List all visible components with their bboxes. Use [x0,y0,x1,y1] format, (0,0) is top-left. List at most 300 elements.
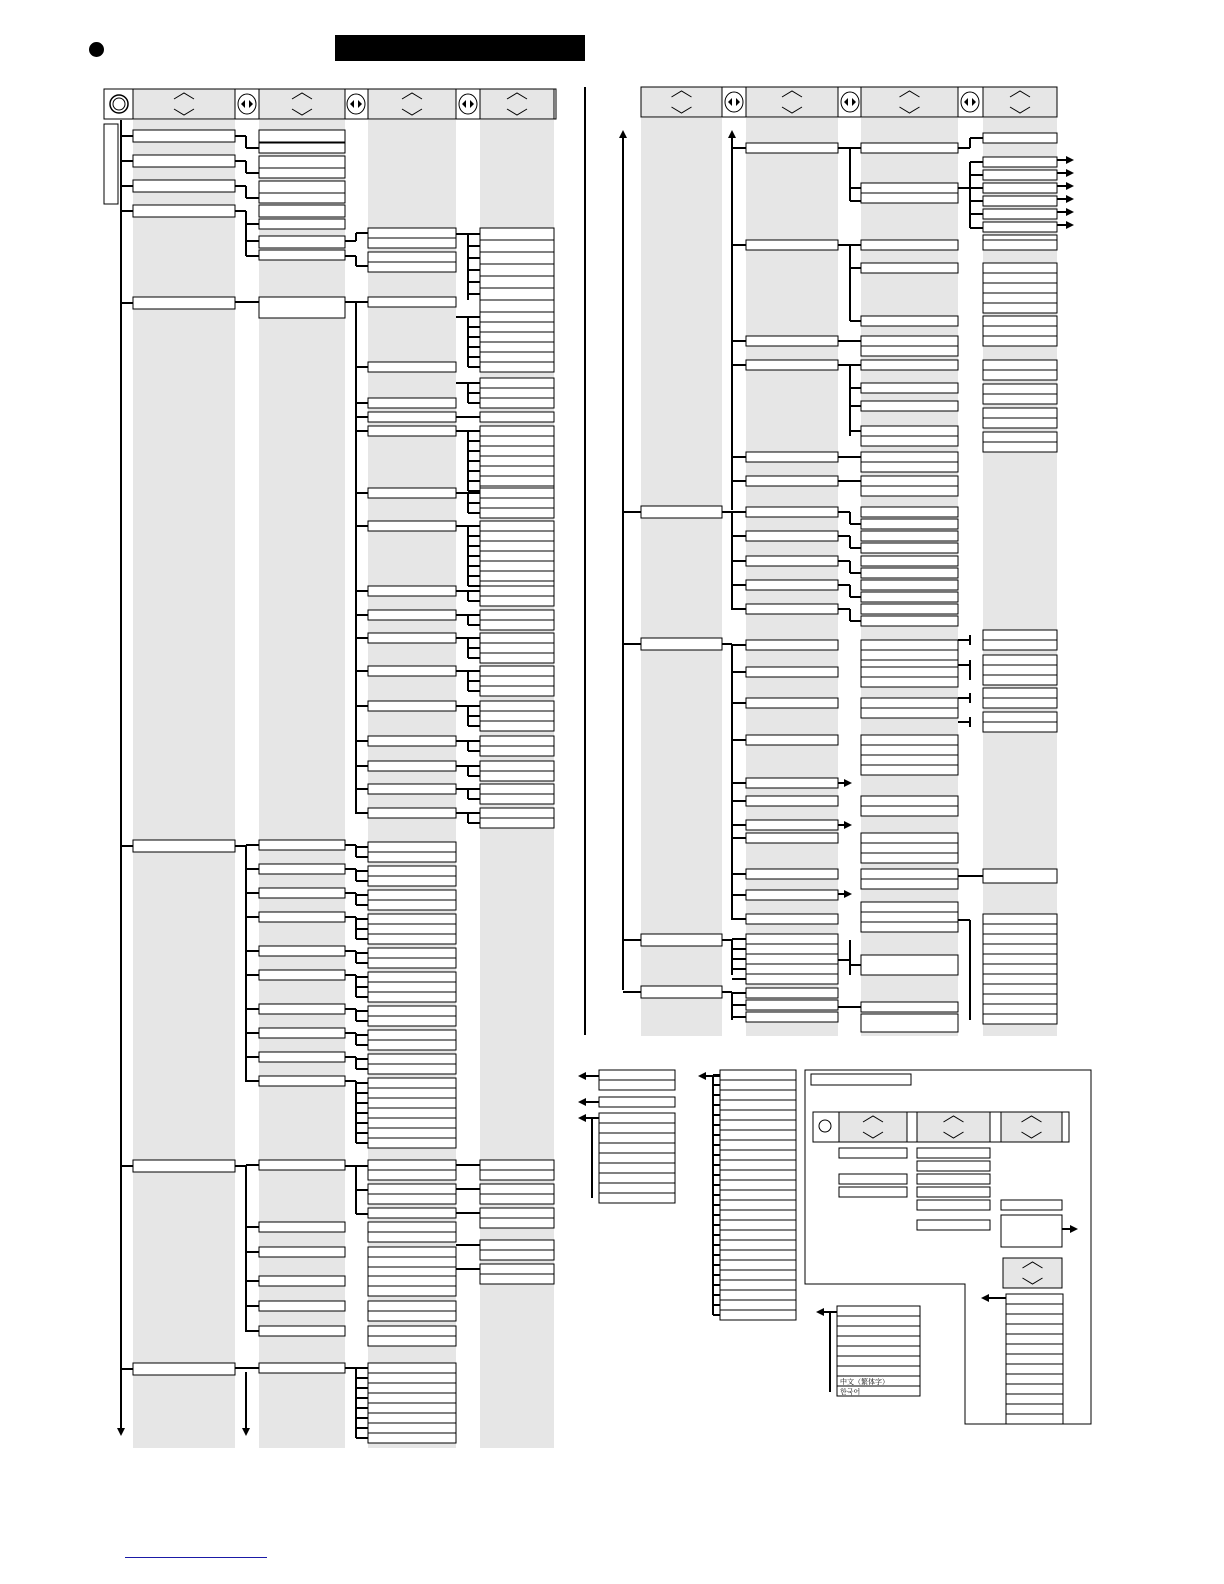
menu-box [746,833,838,843]
menu-box [983,640,1057,650]
menu-box [861,708,958,718]
menu-box [368,1247,456,1257]
menu-box [480,676,554,686]
menu-box [368,914,456,924]
menu-box [480,264,554,276]
menu-box [746,452,838,462]
menu-box [1006,1344,1063,1354]
menu-box [368,521,456,531]
menu-box [133,1160,235,1172]
menu-box [368,808,456,818]
menu-box [861,519,958,529]
menu-box [861,1014,958,1032]
menu-box [983,326,1057,336]
menu-box [368,252,456,262]
menu-box [861,531,958,541]
menu-box [720,1230,796,1240]
menu-box [259,1160,345,1170]
menu-box [259,1326,345,1336]
menu-box [861,346,958,356]
menu-box [983,263,1057,273]
menu-box [368,852,456,862]
menu-box [861,476,958,486]
menu-box [641,934,722,946]
menu-box [1006,1324,1063,1334]
menu-box [746,336,838,346]
menu-box [983,712,1057,722]
column-shade [641,118,722,1036]
menu-box [480,1264,554,1274]
menu-box [599,1183,675,1193]
menu-box [480,498,554,508]
menu-box [480,300,554,312]
menu-box [861,735,958,745]
menu-box [259,193,345,203]
menu-box [259,1028,345,1038]
menu-box [1006,1404,1063,1414]
menu-box [983,196,1057,206]
menu-box [368,1098,456,1108]
menu-box [480,596,554,606]
menu-box [368,1160,456,1170]
menu-box [983,698,1057,708]
menu-box [861,640,958,650]
menu-box [480,1274,554,1284]
menu-box [480,531,554,541]
left-right-arrow-icon [347,94,365,114]
language-item-label: 中文（繁体字） [840,1379,889,1386]
menu-box [368,876,456,886]
menu-box [861,507,958,517]
left-right-arrow-icon [841,92,859,112]
menu-box [983,964,1057,974]
menu-box [983,336,1057,346]
menu-box [368,1393,456,1403]
menu-box [720,1130,796,1140]
menu-box [861,462,958,472]
menu-box [1001,1215,1062,1247]
menu-box [983,934,1057,944]
menu-box [480,571,554,581]
menu-box [983,384,1057,394]
language-item [837,1346,920,1356]
button-icon [113,98,125,110]
menu-box [983,303,1057,313]
left-right-arrow-icon [725,92,743,112]
menu-box [368,1403,456,1413]
menu-box [259,181,345,193]
menu-box [746,240,838,250]
menu-box [368,1030,456,1040]
menu-box [917,1148,990,1158]
menu-box [746,974,838,984]
menu-box [259,130,345,142]
menu-box [480,541,554,551]
menu-box [746,944,838,954]
menu-box [599,1080,675,1090]
menu-box [917,1174,990,1184]
menu-box [746,507,838,517]
menu-box [368,1054,456,1064]
left-right-arrow-icon [459,94,477,114]
menu-box [983,974,1057,984]
menu-box [368,412,456,422]
menu-box [1006,1304,1063,1314]
menu-box [861,143,958,153]
menu-box [983,984,1057,994]
menu-box [1006,1374,1063,1384]
menu-box [259,219,345,229]
menu-box [720,1250,796,1260]
menu-box [861,580,958,590]
menu-box [599,1143,675,1153]
menu-box [983,408,1057,418]
menu-box [861,677,958,687]
menu-box [259,840,345,850]
menu-box [720,1120,796,1130]
menu-box [480,761,554,771]
menu-box [720,1100,796,1110]
menu-box [368,610,456,620]
menu-box [480,620,554,630]
menu-box [259,1052,345,1062]
menu-box [480,398,554,408]
menu-box [480,476,554,486]
menu-box [480,1160,554,1170]
menu-box [480,686,554,696]
menu-box [861,869,958,879]
menu-box [983,944,1057,954]
menu-box [368,262,456,272]
menu-box [720,1310,796,1320]
menu-box [983,1004,1057,1014]
menu-box [259,1301,345,1311]
menu-box [368,1257,456,1267]
menu-box [259,1222,345,1232]
menu-box [861,240,958,250]
menu-box [368,362,456,372]
menu-box [861,604,958,614]
menu-box [1006,1354,1063,1364]
menu-box [983,360,1057,370]
menu-box [746,796,838,806]
menu-box [259,888,345,898]
menu-box [917,1161,990,1171]
menu-box [480,342,554,352]
menu-box [133,130,235,142]
menu-box [368,701,456,711]
language-item [837,1336,920,1346]
menu-box [983,432,1057,442]
menu-box [368,1108,456,1118]
menu-box [480,653,554,663]
menu-box [259,912,345,922]
menu-box [861,360,958,370]
menu-box [259,1247,345,1257]
menu-box [368,1336,456,1346]
menu-box [861,543,958,553]
menu-box [368,992,456,1002]
menu-box [480,240,554,252]
menu-box [480,252,554,264]
menu-box [983,688,1057,698]
menu-box [368,1276,456,1286]
menu-box [983,157,1057,167]
menu-box [259,236,345,248]
menu-box [368,426,456,436]
menu-box [983,655,1057,665]
menu-box [368,958,456,968]
menu-box [861,263,958,273]
menu-box [480,643,554,653]
menu-box [599,1123,675,1133]
menu-box [861,336,958,346]
menu-box [746,476,838,486]
menu-box [983,1014,1057,1024]
menu-box [983,869,1057,883]
menu-box [983,222,1057,232]
menu-box [480,488,554,498]
menu-box [861,912,958,922]
menu-box [861,1002,958,1012]
menu-box [983,370,1057,380]
menu-box [259,970,345,980]
menu-box [480,666,554,676]
menu-box [259,1004,345,1014]
menu-box [368,633,456,643]
column-shade [983,118,1057,1036]
menu-box [368,1128,456,1138]
menu-box [368,1184,456,1194]
menu-box [641,638,722,650]
menu-box [861,853,958,863]
menu-box [746,964,838,974]
menu-box [839,1187,907,1197]
menu-box [746,954,838,964]
menu-box [480,508,554,518]
menu-box [1006,1334,1063,1344]
menu-box [480,784,554,794]
menu-box [746,143,838,153]
menu-box [368,238,456,248]
menu-box [368,586,456,596]
menu-box [599,1193,675,1203]
menu-box [599,1133,675,1143]
menu-box [368,1286,456,1296]
language-item [837,1316,920,1326]
menu-box [861,592,958,602]
left-right-arrow-icon [238,94,256,114]
menu-box [720,1190,796,1200]
menu-box [480,362,554,372]
menu-box [983,394,1057,404]
menu-box [368,972,456,982]
menu-box [368,761,456,771]
left-right-arrow-icon [961,92,979,112]
menu-box [480,736,554,746]
menu-box [368,1040,456,1050]
menu-box [1006,1384,1063,1394]
menu-box [1001,1200,1062,1210]
menu-box [480,412,554,422]
menu-box [746,667,838,677]
menu-box [368,1118,456,1128]
menu-box [259,1276,345,1286]
menu-box [983,133,1057,143]
menu-box [983,914,1057,924]
menu-box [861,401,958,411]
menu-box [480,1240,554,1250]
menu-box [861,833,958,843]
menu-box [861,745,958,755]
menu-box [720,1210,796,1220]
menu-box [861,796,958,806]
menu-box [480,332,554,342]
menu-box [983,183,1057,193]
menu-box [720,1300,796,1310]
menu-box [480,808,554,818]
menu-box [480,561,554,571]
menu-box [480,818,554,828]
menu-box [746,580,838,590]
menu-box [720,1090,796,1100]
menu-box [599,1097,675,1107]
menu-box [480,771,554,781]
menu-box [480,1250,554,1260]
menu-box [839,1174,907,1184]
menu-box [861,556,958,566]
menu-box [641,986,722,998]
menu-box [720,1080,796,1090]
menu-box [746,869,838,879]
menu-box [259,205,345,217]
menu-box [983,442,1057,452]
menu-box [599,1153,675,1163]
menu-box [599,1163,675,1173]
menu-box [983,170,1057,180]
menu-box [861,765,958,775]
menu-box [746,1012,838,1022]
menu-box [480,466,554,476]
inset-title [811,1074,911,1085]
menu-box [368,1301,456,1311]
menu-box [368,934,456,944]
menu-box [480,446,554,456]
menu-box [480,228,554,240]
menu-box [861,698,958,708]
menu-box [861,667,958,677]
menu-box [480,1170,554,1180]
menu-box [861,616,958,626]
menu-box [746,360,838,370]
menu-box [917,1200,990,1210]
menu-box [1006,1364,1063,1374]
menu-box [368,948,456,958]
menu-box [720,1070,796,1080]
menu-box [368,228,456,238]
menu-box [368,1088,456,1098]
menu-box [983,994,1057,1004]
menu-box [983,924,1057,934]
menu-box [259,168,345,178]
menu-box [480,551,554,561]
column-shade [133,120,235,1448]
menu-box [368,1383,456,1393]
menu-box [480,521,554,531]
menu-box [480,312,554,322]
menu-box [480,276,554,288]
menu-box [368,1373,456,1383]
menu-box [480,701,554,711]
menu-box [368,1208,456,1218]
menu-box [983,418,1057,428]
menu-box [720,1170,796,1180]
menu-box [861,183,958,193]
menu-box [599,1070,675,1080]
menu-box [368,1326,456,1336]
menu-box [861,955,958,975]
menu-box [861,452,958,462]
menu-box [480,711,554,721]
menu-box [746,640,838,650]
menu-box [861,193,958,203]
menu-box [480,1184,554,1194]
menu-box [480,586,554,596]
menu-box [259,250,345,260]
menu-box [599,1113,675,1123]
menu-box [480,1194,554,1204]
language-item [837,1356,920,1366]
menu-box [983,283,1057,293]
menu-box [983,273,1057,283]
menu-box [259,143,345,153]
menu-box [983,316,1057,326]
menu-box [368,666,456,676]
menu-box [599,1173,675,1183]
menu-box [917,1187,990,1197]
language-item [837,1326,920,1336]
menu-box [861,316,958,326]
menu-box [720,1150,796,1160]
menu-box [1006,1394,1063,1404]
menu-box [480,456,554,466]
menu-box [861,755,958,765]
menu-box [720,1290,796,1300]
menu-box [746,988,838,998]
menu-box [1006,1294,1063,1304]
menu-box [368,1078,456,1088]
menu-box [746,604,838,614]
menu-box [1006,1314,1063,1324]
menu-box [368,1222,456,1232]
menu-box [839,1148,907,1158]
menu-box [720,1180,796,1190]
menu-box [480,1218,554,1228]
menu-box [861,902,958,912]
menu-box [368,1194,456,1204]
menu-box [746,698,838,708]
menu-box [133,180,235,192]
menu-box [368,1413,456,1423]
menu-box [861,436,958,446]
menu-box [983,293,1057,303]
menu-box [746,820,838,830]
menu-box [861,486,958,496]
menu-box [720,1280,796,1290]
menu-box [480,388,554,398]
language-item-label: 한국어 [840,1389,861,1396]
menu-box [861,806,958,816]
